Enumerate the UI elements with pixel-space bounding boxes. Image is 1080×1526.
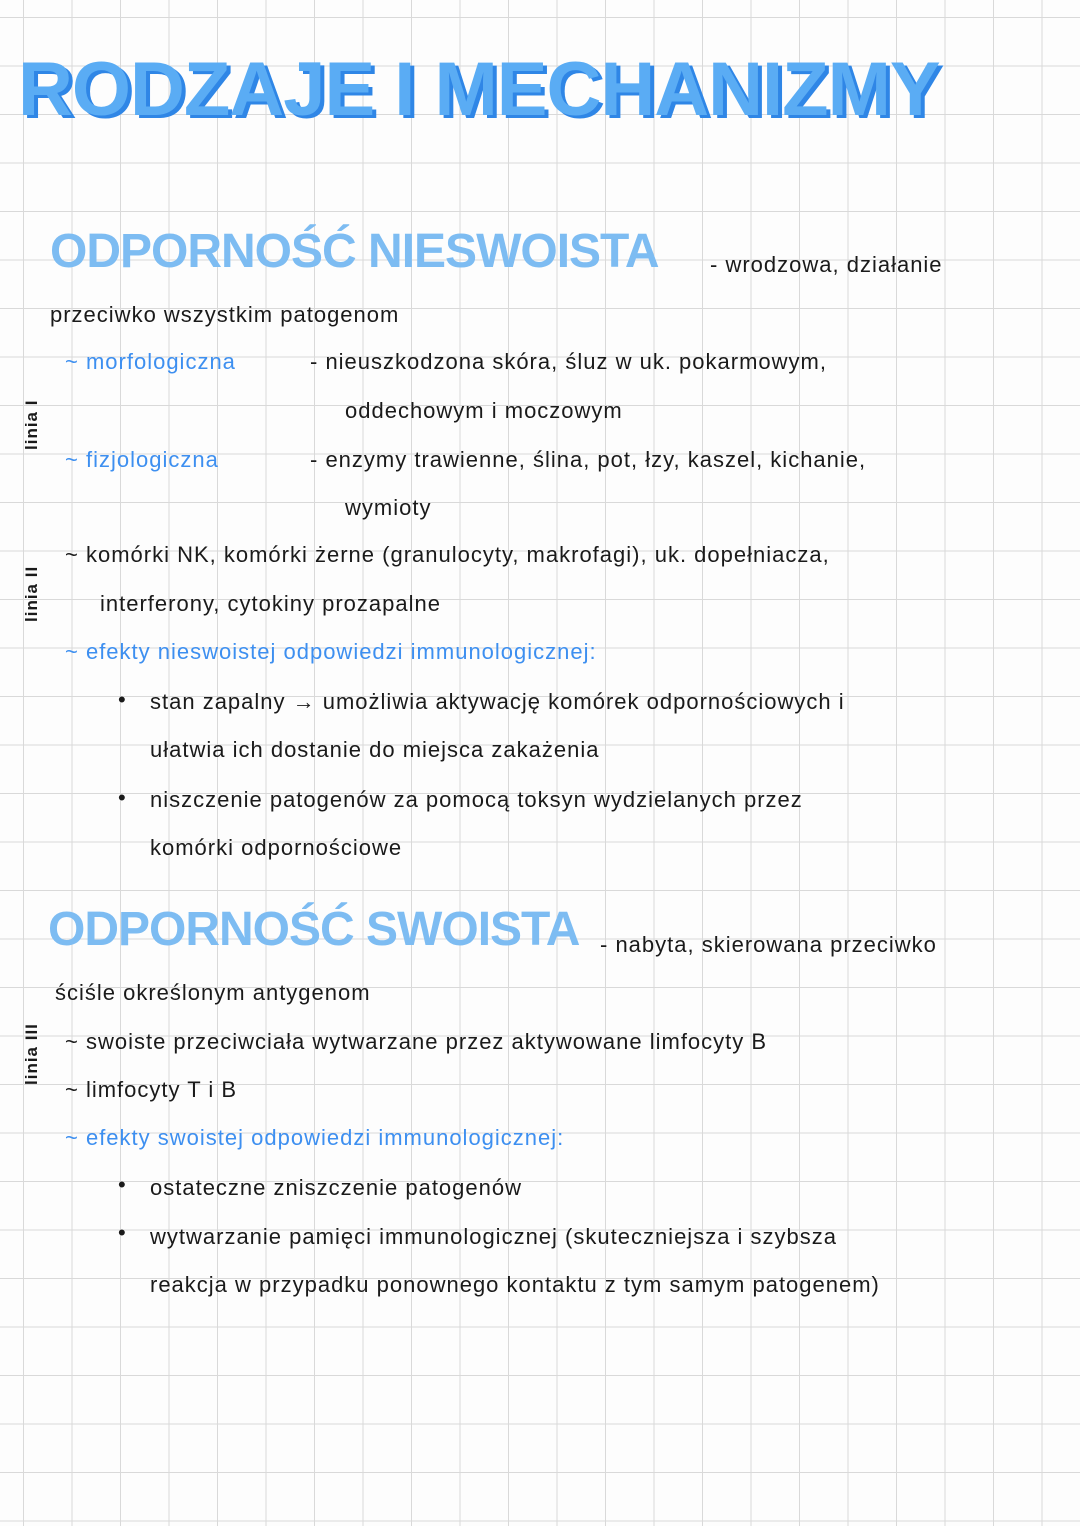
nonspecific-desc-cont: przeciwko wszystkim patogenom — [50, 302, 400, 327]
specific-effect-1: ostateczne zniszczenie patogenów — [150, 1175, 522, 1200]
physiological-text: - enzymy trawienne, ślina, pot, łzy, kaszel, kichanie, — [310, 447, 867, 472]
specific-effect-2-cont: reakcja w przypadku ponownego kontaktu z tym samym patogenem) — [150, 1272, 880, 1297]
cells-text-cont: interferony, cytokiny prozapalne — [100, 591, 441, 616]
bullet: • — [118, 785, 127, 810]
nonspecific-effect-2: niszczenie patogenów za pomocą toksyn wydzielanych przez — [150, 787, 803, 812]
nonspecific-effect-1-cont: ułatwia ich dostanie do miejsca zakażenia — [150, 737, 600, 762]
specific-effects-label: ~ efekty swoistej odpowiedzi immunologicznej: — [65, 1125, 565, 1150]
specific-item-1: ~ swoiste przeciwciała wytwarzane przez aktywowane limfocyty B — [65, 1029, 768, 1054]
morphological-text: - nieuszkodzona skóra, śluz w uk. pokarmowym, — [310, 349, 827, 374]
bullet: • — [118, 1172, 127, 1197]
specific-item-2: ~ limfocyty T i B — [65, 1077, 238, 1102]
nonspecific-effects-label: ~ efekty nieswoistej odpowiedzi immunologicznej: — [65, 639, 597, 664]
nonspecific-effect-2-cont: komórki odpornościowe — [150, 835, 403, 860]
specific-desc-cont: ściśle określonym antygenom — [55, 980, 371, 1005]
bullet: • — [118, 687, 127, 712]
physiological-label: ~ fizjologiczna — [65, 447, 219, 472]
page-title: RODZAJE I MECHANIZMY — [18, 47, 940, 132]
morphological-text-cont: oddechowym i moczowym — [345, 398, 623, 423]
heading-specific: ODPORNOŚĆ SWOISTA — [48, 903, 580, 956]
bullet: • — [118, 1220, 127, 1245]
cells-text: ~ komórki NK, komórki żerne (granulocyty, makrofagi), uk. dopełniacza, — [65, 542, 830, 567]
specific-desc: - nabyta, skierowana przeciwko — [600, 932, 937, 957]
heading-nonspecific: ODPORNOŚĆ NIESWOISTA — [50, 225, 659, 278]
physiological-text-cont: wymioty — [345, 495, 432, 520]
line-1-label: linia I — [22, 399, 41, 450]
nonspecific-effect-1: stan zapalny → umożliwia aktywację komórek odpornościowych i — [150, 689, 845, 714]
specific-effect-2: wytwarzanie pamięci immunologicznej (skuteczniejsza i szybsza — [150, 1224, 838, 1249]
nonspecific-desc: - wrodzowa, działanie — [710, 252, 943, 277]
line-3-label: linia III — [22, 1023, 41, 1085]
line-2-label: linia II — [22, 565, 41, 622]
morphological-label: ~ morfologiczna — [65, 349, 236, 374]
